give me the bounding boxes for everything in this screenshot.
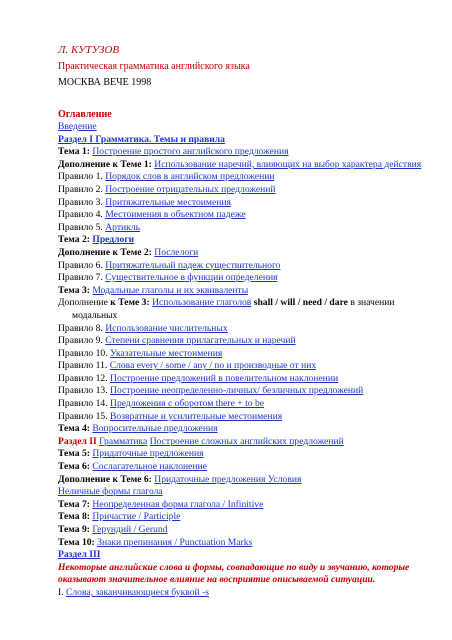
- toc-label: Правило 3.: [58, 196, 103, 208]
- toc-label: Тема 1:: [58, 146, 90, 158]
- toc-label: Дополнение к Теме 2:: [58, 246, 152, 258]
- toc-link-rule-15[interactable]: Возвратные и усилительные местоимения: [110, 410, 283, 422]
- toc-heading: Оглавление: [58, 109, 112, 120]
- toc-link-rule-3[interactable]: Притяжательные местоимения: [105, 196, 231, 208]
- book-title: Практическая грамматика английского языка: [58, 61, 250, 72]
- imprint: МОСКВА ВЕЧЕ 1998: [58, 77, 152, 88]
- toc-label: Дополнение к Теме 1:: [58, 158, 152, 170]
- toc-link-rule-14[interactable]: Предложения с оборотом there + to be: [110, 398, 264, 410]
- toc-link-rule-9[interactable]: Степени сравнения прилагательных и наречий: [105, 335, 296, 347]
- toc-link-addition-1[interactable]: Использование наречий, влияющих на выбор характера действия: [154, 158, 422, 170]
- toc-label: Тема 7:: [58, 498, 90, 510]
- toc-label: Правило 6.: [58, 259, 103, 271]
- toc-label: Правило 13.: [58, 385, 108, 397]
- toc-link-topic-5[interactable]: Придаточные предложения: [92, 448, 204, 460]
- toc-link-nonfinite-forms[interactable]: Неличные формы глагола: [58, 486, 163, 498]
- toc-link-rule-1[interactable]: Порядок слов в английском предложении: [105, 171, 275, 183]
- toc-link-section-2-grammar[interactable]: Грамматика: [99, 435, 148, 447]
- toc-label: к Теме 3:: [110, 297, 150, 309]
- toc-link-rule-5[interactable]: Артикль: [105, 221, 140, 233]
- toc-section-2-label: Раздел II: [58, 435, 97, 447]
- toc-label: Тема 6:: [58, 461, 90, 473]
- toc-link-rule-7[interactable]: Существительное в функции определения: [105, 272, 278, 284]
- toc-link-addition-3[interactable]: Использование глаголов: [152, 297, 252, 309]
- toc-link-rule-13[interactable]: Построение неопределенно-личных/ безличных предложений: [110, 385, 364, 397]
- toc-link-rule-10[interactable]: Указательные местоимения: [110, 347, 223, 359]
- toc-label: Правило 2.: [58, 183, 103, 195]
- toc-label: Тема 9:: [58, 524, 90, 535]
- toc-link-rule-12[interactable]: Построение предложений в повелительном наклонении: [110, 372, 339, 384]
- toc-link-topic-1[interactable]: Построение простого английского предложения: [92, 146, 289, 158]
- toc-link-intro[interactable]: Введение: [58, 121, 97, 132]
- toc-link-words-ending-s[interactable]: Слова, заканчивающиеся буквой -s: [66, 586, 209, 598]
- toc-link-topic-2[interactable]: Предлоги: [92, 234, 135, 246]
- toc-label: Дополнение: [58, 297, 108, 309]
- toc-link-topic-9[interactable]: Герундий / Gerund: [92, 524, 168, 535]
- toc-link-topic-7[interactable]: Неопределенная форма глагола / Infinitive: [92, 498, 264, 510]
- toc-label: Правило 11.: [58, 360, 108, 372]
- toc-link-topic-8[interactable]: Причастие / Participle: [92, 511, 181, 523]
- toc-link-topic-3[interactable]: Модальные глаголы и их эквиваленты: [92, 284, 249, 296]
- toc-label: Правило 10.: [58, 347, 108, 359]
- toc-link-rule-4[interactable]: Местоимения в объектном падеже: [105, 209, 246, 221]
- toc-label: Правило 9.: [58, 335, 103, 347]
- section-3-description: Некоторые английские слова и формы, совпадающие по виду и звучанию, которые оказывают значительное влияние на восприятие описываемой ситуации.: [58, 561, 410, 586]
- toc-label: I.: [58, 586, 64, 598]
- toc-modal-verbs: shall / will / need / dare: [253, 297, 348, 309]
- toc-link-section-3[interactable]: Раздел III: [58, 549, 101, 561]
- toc-link-topic-6[interactable]: Сослагательное наклонение: [92, 461, 207, 473]
- toc-link-topic-10[interactable]: Знаки препинания / Punctuation Marks: [97, 536, 253, 548]
- toc-label: Правило 7.: [58, 272, 103, 284]
- toc-label: Тема 10:: [58, 536, 95, 548]
- toc-link-addition-2[interactable]: Послелоги: [154, 246, 199, 258]
- author: Л. КУТУЗОВ: [58, 44, 120, 56]
- toc-link-rule-2[interactable]: Построение отрицательных предложений: [105, 183, 276, 195]
- toc-link-topic-4[interactable]: Вопросительные предложения: [92, 423, 218, 435]
- toc-label: Тема 3:: [58, 284, 90, 296]
- toc-link-rule-6[interactable]: Притяжательный падеж существительного: [105, 259, 281, 271]
- toc-label: Тема 5:: [58, 448, 90, 460]
- toc-label: Правило 4.: [58, 209, 103, 221]
- toc-label: Правило 5.: [58, 221, 103, 233]
- toc-label: Правило 1.: [58, 171, 103, 183]
- toc-label: Правило 15.: [58, 410, 108, 422]
- toc-label: Правило 14.: [58, 398, 108, 410]
- toc-label: Тема 2:: [58, 234, 90, 246]
- toc-label: Правило 12.: [58, 372, 108, 384]
- toc-link-section-1[interactable]: Раздел I Грамматика. Темы и правила: [58, 133, 225, 145]
- toc-label: в значении модальных: [72, 297, 395, 321]
- toc-label: Дополнение к Теме 6:: [58, 473, 152, 485]
- toc-label: Тема 8:: [58, 511, 90, 523]
- toc-link-addition-6[interactable]: Придаточные предложения Условия: [154, 473, 302, 485]
- toc-label: Тема 4:: [58, 423, 90, 435]
- toc-link-rule-8[interactable]: Использование числительных: [105, 322, 228, 334]
- toc-link-rule-11[interactable]: Слова every / some / any / no и производные от них: [109, 360, 317, 372]
- toc-link-section-2[interactable]: Построение сложных английских предложений: [149, 435, 344, 447]
- toc-label: Правило 8.: [58, 322, 103, 334]
